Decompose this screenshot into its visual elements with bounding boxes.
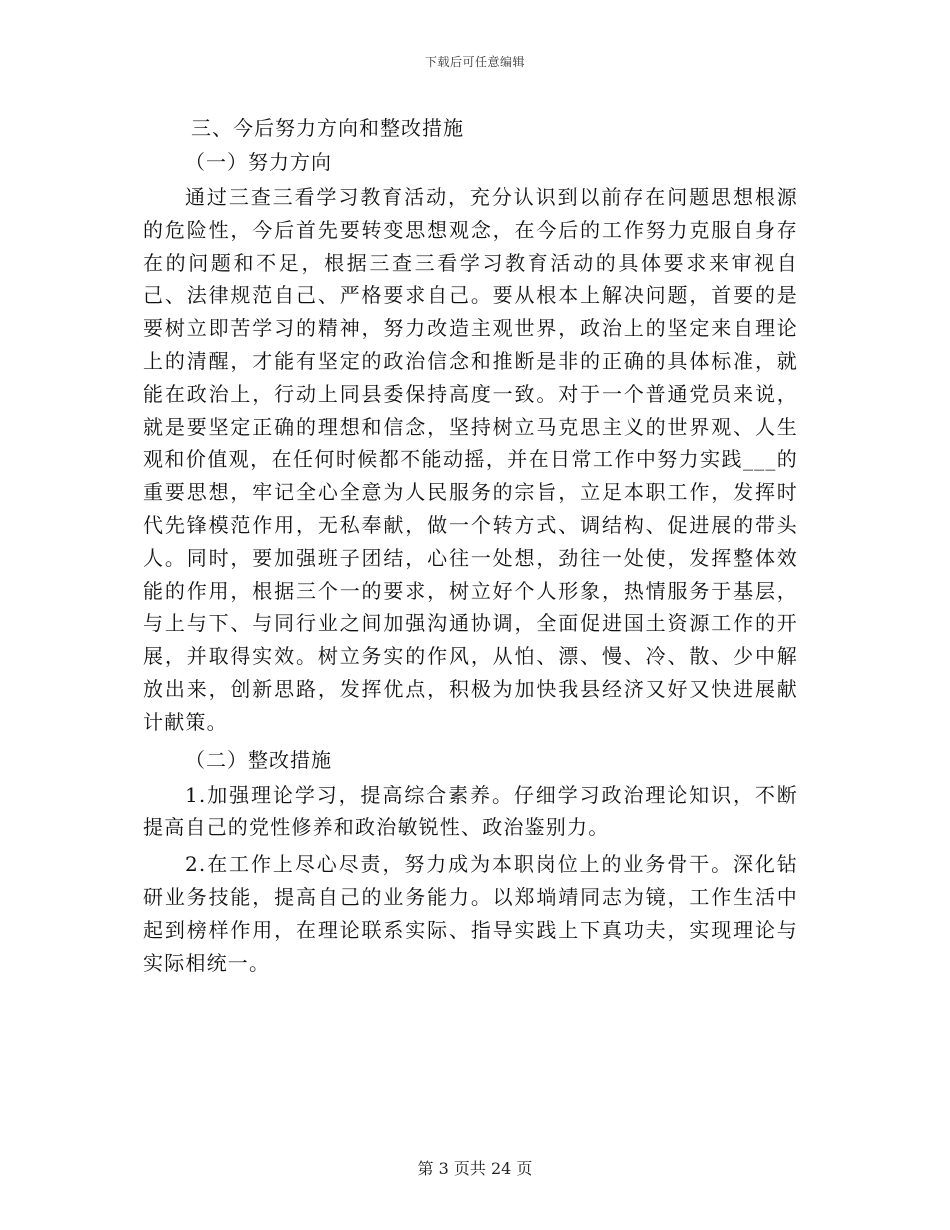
page-number: 第 3 页共 24 页 [417,1159,533,1178]
page-header-note: 下载后可任意编辑 [424,55,525,69]
subsection-heading-measures: （二）整改措施 [185,747,332,772]
list-item-2: 2.在工作上尽心尽责，努力成为本职岗位上的业务骨干。深化钻研业务技能，提高自己的业务能力。以郑埫靖同志为镜，工作生活中起到榜样作用，在理论联系实际、指导实践上下真功夫，实现理论与实际相统一。 [143,852,798,975]
subsection-heading-direction: （一）努力方向 [185,150,332,174]
paragraph-direction: 通过三查三看学习教育活动，充分认识到以前存在问题思想根源的危险性，今后首先要转变思想观念，在今后的工作努力克服自身存在的问题和不足，根据三查三看学习教育活动的具体要求来审视自己、法律规范自己、严格要求自己。要从根本上解决问题，首要的是要树立即苦学习的精神，努力改造主观世界，政治上的坚定来自理论上的清醒，才能有坚定的政治信念和推断是非的正确的具体标准，就能在政治上，行动上同县委保持高度一致。对于一个普通党员来说，就是要坚定正确的理想和信念，坚持树立马克思主义的世界观、人生观和价值观，在任何时候都不能动摇，并在日常工作中努力实践___的重要思想，牢记全心全意为人民服务的宗旨，立足本职工作，发挥时代先锋模范作用，无私奉献，做一个转方式、调结构、促进展的带头人。同时，要加强班子团结，心往一处想，劲往一处使，发挥整体效能的作用，根据三个一的要求，树立好个人形象，热情服务于基层，与上与下、与同行业之间加强沟通协调，全面促进国土资源工作的开展，并取得实效。树立务实的作风，从怕、漂、慢、冷、散、少中解放出来，创新思路，发挥优点，积极为加快我县经济又好又快进展献计献策。 [143,185,798,734]
section-heading: 三、今后努力方向和整改措施 [191,116,464,140]
document-body [143,113,798,979]
list-item-1: 1.加强理论学习，提高综合素养。仔细学习政治理论知识，不断提高自己的党性修养和政治敏锐性、政治鉴别力。 [143,782,798,840]
